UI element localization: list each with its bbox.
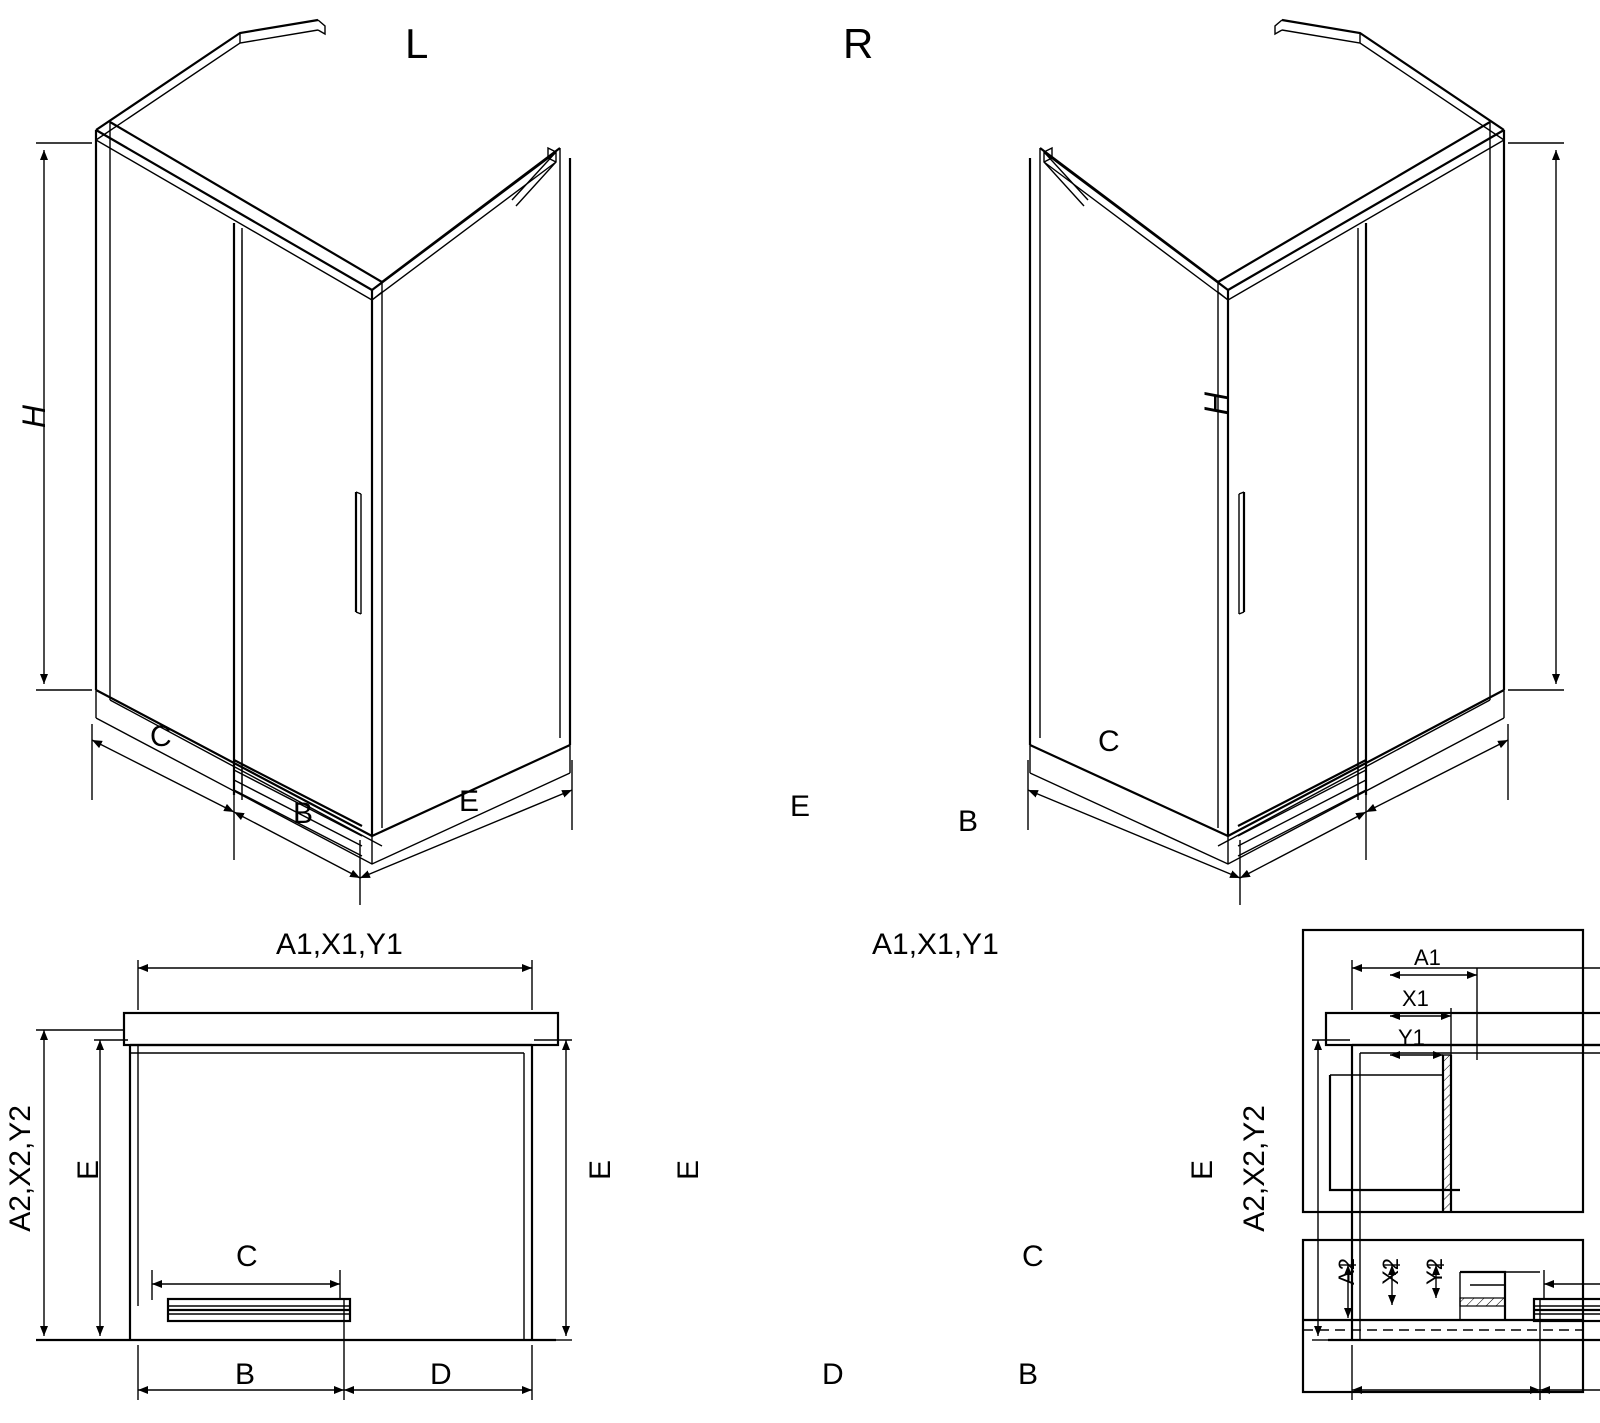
door-handle-left: [356, 492, 361, 614]
detail-label-A1: A1: [1414, 945, 1441, 970]
dim-label-A2X2Y2-plan-left: A2,X2,Y2: [4, 1105, 37, 1232]
plan-view-left: [36, 960, 572, 1400]
dim-label-B-plan-right: B: [1018, 1358, 1039, 1391]
iso-view-right: [1028, 20, 1564, 905]
dim-A1X1Y1-right: [1352, 960, 1600, 1010]
door-handle-right: [1239, 492, 1244, 614]
detail-label-Y1: Y1: [1398, 1025, 1425, 1050]
detail-label-X2: X2: [1378, 1258, 1403, 1285]
dim-label-C-iso-left: C: [150, 720, 172, 753]
variant-label-L: L: [405, 20, 429, 67]
dim-B-D-right: [1352, 1320, 1600, 1400]
dim-E-right-plan-left: [534, 1040, 572, 1340]
dim-label-top-plan-left: A1,X1,Y1: [276, 928, 403, 961]
dim-A2X2Y2-left: [36, 1030, 124, 1340]
dim-label-B-iso-right: B: [958, 805, 979, 838]
dim-label-A2X2Y2-plan-right: A2,X2,Y2: [1238, 1105, 1271, 1232]
dim-C-left: [152, 1270, 340, 1300]
dim-label-C-plan-right: C: [1022, 1240, 1044, 1273]
detail-view-top: [1303, 930, 1583, 1212]
dim-label-E-iso-left: E: [459, 785, 480, 818]
dim-label-E-plan-right-inner: E: [1186, 1160, 1219, 1181]
dim-label-H-left: H: [16, 405, 52, 429]
dim-E-left: [94, 1040, 128, 1336]
dim-label-E-plan-left-right: E: [584, 1160, 617, 1181]
dim-label-C-iso-right: C: [1098, 725, 1120, 758]
dim-label-E-plan-left-inner: E: [72, 1160, 105, 1181]
dim-label-D-plan-right: D: [822, 1358, 844, 1391]
dim-C-right: [1544, 1270, 1600, 1300]
dim-label-E-plan-right: E: [672, 1160, 705, 1181]
dim-label-B-plan-left: B: [235, 1358, 256, 1391]
detail-label-A2: A2: [1334, 1258, 1359, 1285]
plan-view-right: [1312, 960, 1600, 1400]
dim-A1X1Y1-left: [138, 960, 532, 1010]
dim-label-B-iso-left: B: [293, 797, 314, 830]
dim-label-D-plan-left: D: [430, 1358, 452, 1391]
dim-label-C-plan-left: C: [236, 1240, 258, 1273]
dim-label-E-iso-right: E: [790, 790, 811, 823]
dim-H-right: [1508, 143, 1564, 690]
dim-label-H-right: H: [1198, 392, 1234, 416]
variant-label-R: R: [843, 20, 874, 67]
dim-B-D-left: [138, 1320, 532, 1400]
dim-label-top-plan-right: A1,X1,Y1: [872, 928, 999, 961]
detail-label-X1: X1: [1402, 986, 1429, 1011]
detail-label-Y2: Y2: [1422, 1258, 1447, 1285]
iso-view-left: [36, 20, 572, 905]
